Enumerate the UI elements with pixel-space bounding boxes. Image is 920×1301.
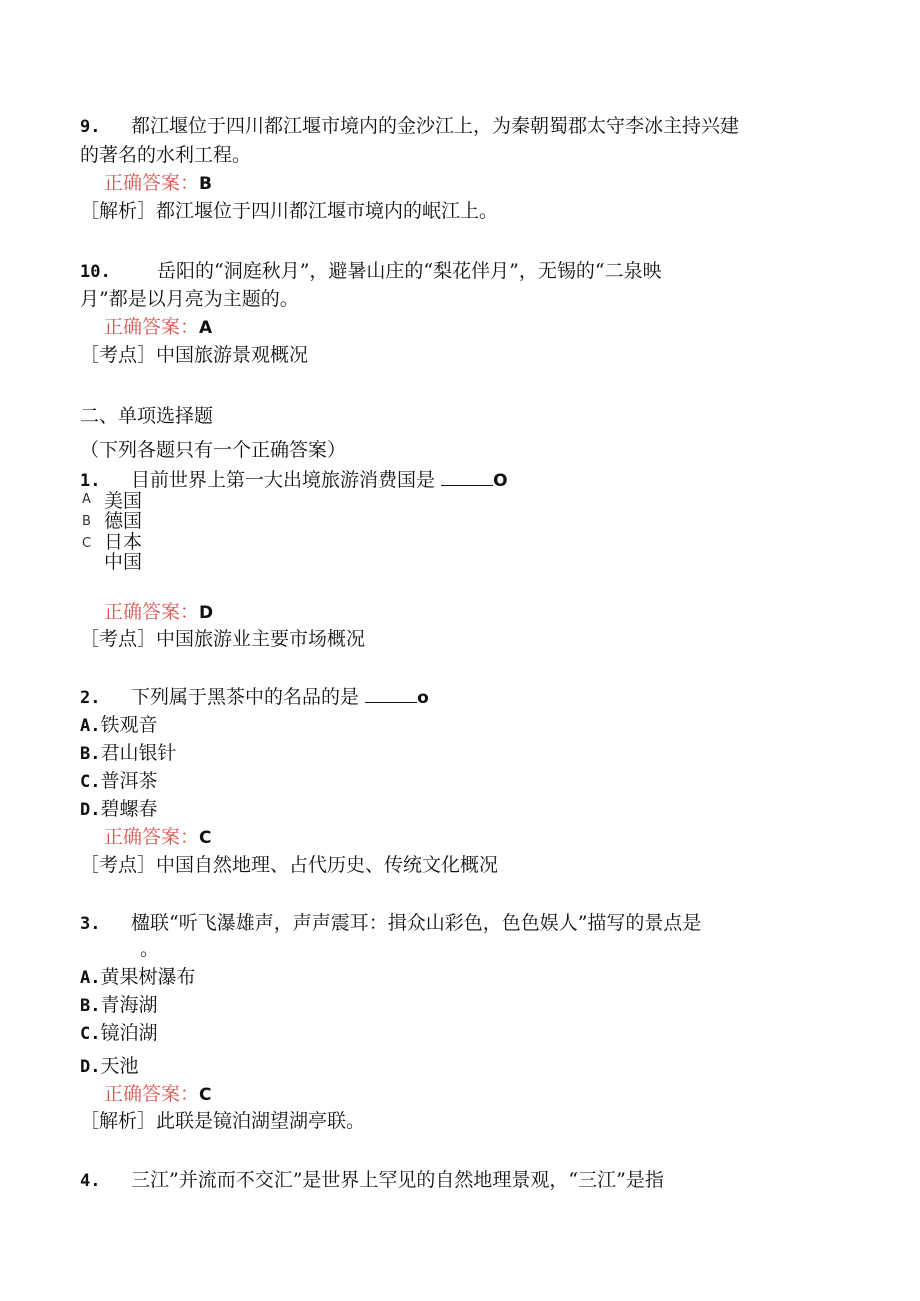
q9-text-line2: 的著名的水利工程。 xyxy=(80,144,252,166)
s2-option-b xyxy=(80,741,177,766)
q9-explanation: ［解析］都江堰位于四川都江堰市境内的岷江上。 xyxy=(80,200,499,222)
q10-answer xyxy=(104,315,212,340)
s1-note: ［考点］中国旅游业主要市场概况 xyxy=(80,628,366,650)
q9-number: 9. xyxy=(80,117,101,137)
option-letter: D. xyxy=(80,1057,101,1077)
s1-marker-c: C xyxy=(82,536,92,551)
option-text: 青海湖 xyxy=(100,994,158,1016)
q10-text-line1: 岳阳的“洞庭秋月”，避暑山庄的“梨花伴月”，无锡的“二泉映 xyxy=(157,260,662,282)
answer-value: C xyxy=(199,828,212,848)
s4-number: 4. xyxy=(80,1171,101,1191)
s1-question-text: 目前世界上第一大出境旅游消费国是 xyxy=(131,469,436,491)
option-text: 碧螺春 xyxy=(100,798,158,820)
option-letter: A. xyxy=(80,716,101,736)
option-text: 天池 xyxy=(100,1055,139,1077)
answer-label: 正确答案： xyxy=(104,601,200,623)
s3-text-line1: 楹联“听飞瀑雄声，声声震耳：揖众山彩色，色色娱人”描写的景点是 xyxy=(131,912,702,934)
s2-question-text: 下列属于黑茶中的名品的是 xyxy=(131,686,360,708)
s1-option-a: 美国 xyxy=(104,490,143,512)
answer-label: 正确答案： xyxy=(104,826,200,848)
option-letter: B. xyxy=(80,996,101,1016)
section-subtitle: （下列各题只有一个正确答案） xyxy=(80,439,347,461)
section-title: 二、单项选择题 xyxy=(80,405,214,427)
s3-text-line2: 。 xyxy=(140,938,160,960)
option-text: 普洱茶 xyxy=(100,770,158,792)
q9-text-line1: 都江堰位于四川都江堰市境内的金沙江上，为秦朝蜀郡太守李冰主持兴建 xyxy=(131,115,740,137)
answer-label: 正确答案： xyxy=(104,316,200,338)
q10-text-line2: 月”都是以月亮为主题的。 xyxy=(80,288,299,310)
s2-option-a xyxy=(80,713,158,738)
s2-note: ［考点］中国自然地理、占代历史、传统文化概况 xyxy=(80,854,499,876)
answer-blank xyxy=(365,688,417,703)
s1-option-c: 日本 xyxy=(104,531,143,553)
s3-option-c xyxy=(80,1021,158,1046)
option-letter: C. xyxy=(80,772,101,792)
s1-answer xyxy=(104,600,213,625)
s2-option-c xyxy=(80,769,158,794)
s2-answer xyxy=(104,825,212,850)
option-letter: D. xyxy=(80,800,101,820)
s1-number: 1. xyxy=(80,471,101,491)
s1-option-d: 中国 xyxy=(104,551,143,573)
s1-question-end: O xyxy=(493,471,508,491)
answer-value: B xyxy=(199,174,212,194)
option-text: 铁观音 xyxy=(100,714,158,736)
option-text: 镜泊湖 xyxy=(100,1022,158,1044)
s3-number: 3. xyxy=(80,914,101,934)
answer-label: 正确答案： xyxy=(104,1083,200,1105)
q10-number: 10. xyxy=(80,262,111,282)
answer-label: 正确答案： xyxy=(104,172,200,194)
s4-text-line1: 三江”并流而不交汇”是世界上罕见的自然地理景观，“三江”是指 xyxy=(131,1169,664,1191)
option-letter: B. xyxy=(80,744,101,764)
s3-option-a xyxy=(80,965,196,990)
q9-answer xyxy=(104,171,212,196)
s3-option-b xyxy=(80,993,158,1018)
answer-blank xyxy=(441,471,493,486)
s2-number: 2. xyxy=(80,688,101,708)
option-text: 黄果树瀑布 xyxy=(100,966,196,988)
s3-explanation: ［解析］此联是镜泊湖望湖亭联。 xyxy=(80,1110,366,1132)
s1-question xyxy=(131,468,508,493)
option-text: 君山银针 xyxy=(100,742,177,764)
option-letter: C. xyxy=(80,1024,101,1044)
answer-value: D xyxy=(199,603,214,623)
q10-note: ［考点］中国旅游景观概况 xyxy=(80,344,309,366)
s2-option-d xyxy=(80,797,158,822)
s3-option-d xyxy=(80,1054,139,1079)
s1-option-b: 德国 xyxy=(104,510,143,532)
answer-value: C xyxy=(199,1085,212,1105)
s3-answer xyxy=(104,1082,212,1107)
s2-question xyxy=(131,685,429,710)
s2-question-end: o xyxy=(417,688,429,708)
s1-marker-a: A xyxy=(82,492,91,507)
answer-value: A xyxy=(199,318,213,338)
s1-marker-b: B xyxy=(82,514,91,529)
option-letter: A. xyxy=(80,968,101,988)
